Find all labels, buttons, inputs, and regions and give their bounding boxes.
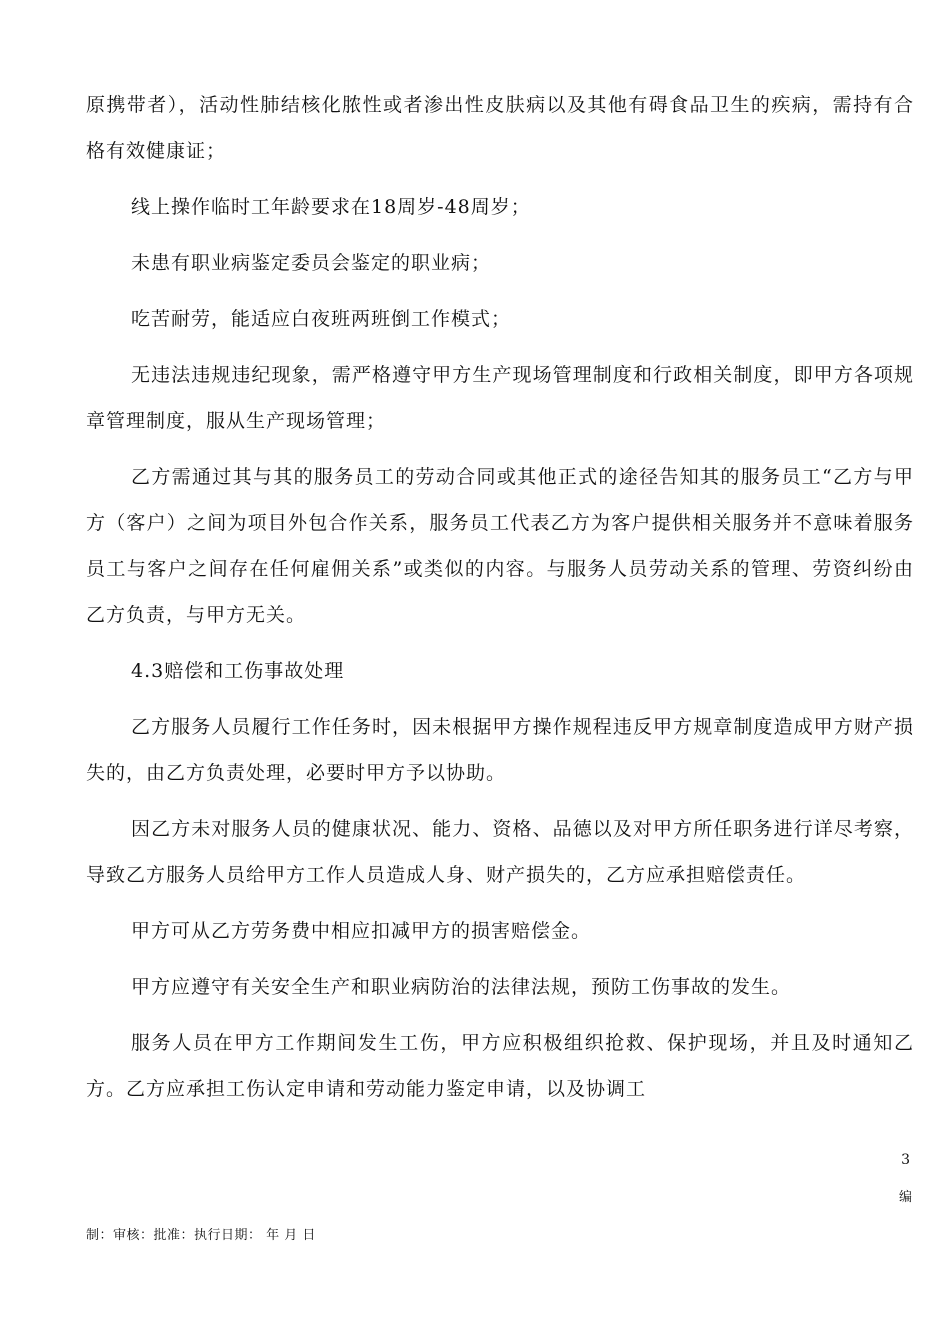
paragraph-10: 甲方可从乙方劳务费中相应扣减甲方的损害赔偿金。 <box>131 920 592 942</box>
document-body <box>86 82 914 1122</box>
paragraph-8: 乙方服务人员履行工作任务时，因未根据甲方操作规程违反甲方规章制度造成甲方财产损失的，由乙方负责处理，必要时甲方予以协助。 <box>86 716 914 784</box>
page-number: 3 <box>901 1152 910 1168</box>
footer-side-text: 编 <box>898 1190 912 1205</box>
footer-approval-line: 制：审核：批准：执行日期： 年 月 日 <box>86 1228 316 1243</box>
paragraph-6: 乙方需通过其与其的服务员工的劳动合同或其他正式的途径告知其的服务员工“乙方与甲方（客户）之间为项目外包合作关系，服务员工代表乙方为客户提供相关服务并不意味着服务员工与客户之间存在任何雇佣关系”或类似的内容。与服务人员劳动关系的管理、劳资纠纷由乙方负责，与甲方无关。 <box>86 466 914 626</box>
paragraph-2: 线上操作临时工年龄要求在18周岁-48周岁； <box>131 196 531 218</box>
section-heading: 4.3赔偿和工伤事故处理 <box>131 660 345 682</box>
paragraph-4: 吃苦耐劳，能适应白夜班两班倒工作模式； <box>131 308 512 330</box>
paragraph-1: 原携带者），活动性肺结核化脓性或者渗出性皮肤病以及其他有碍食品卫生的疾病，需持有合格有效健康证； <box>86 94 914 162</box>
paragraph-3: 未患有职业病鉴定委员会鉴定的职业病； <box>131 252 492 274</box>
paragraph-9: 因乙方未对服务人员的健康状况、能力、资格、品德以及对甲方所任职务进行详尽考察，导致乙方服务人员给甲方工作人员造成人身、财产损失的，乙方应承担赔偿责任。 <box>86 818 914 886</box>
paragraph-5: 无违法违规违纪现象，需严格遵守甲方生产现场管理制度和行政相关制度，即甲方各项规章管理制度，服从生产现场管理； <box>86 364 914 432</box>
paragraph-11: 甲方应遵守有关安全生产和职业病防治的法律法规，预防工伤事故的发生。 <box>131 976 792 998</box>
paragraph-12: 服务人员在甲方工作期间发生工伤，甲方应积极组织抢救、保护现场，并且及时通知乙方。乙方应承担工伤认定申请和劳动能力鉴定申请，以及协调工 <box>86 1032 914 1100</box>
